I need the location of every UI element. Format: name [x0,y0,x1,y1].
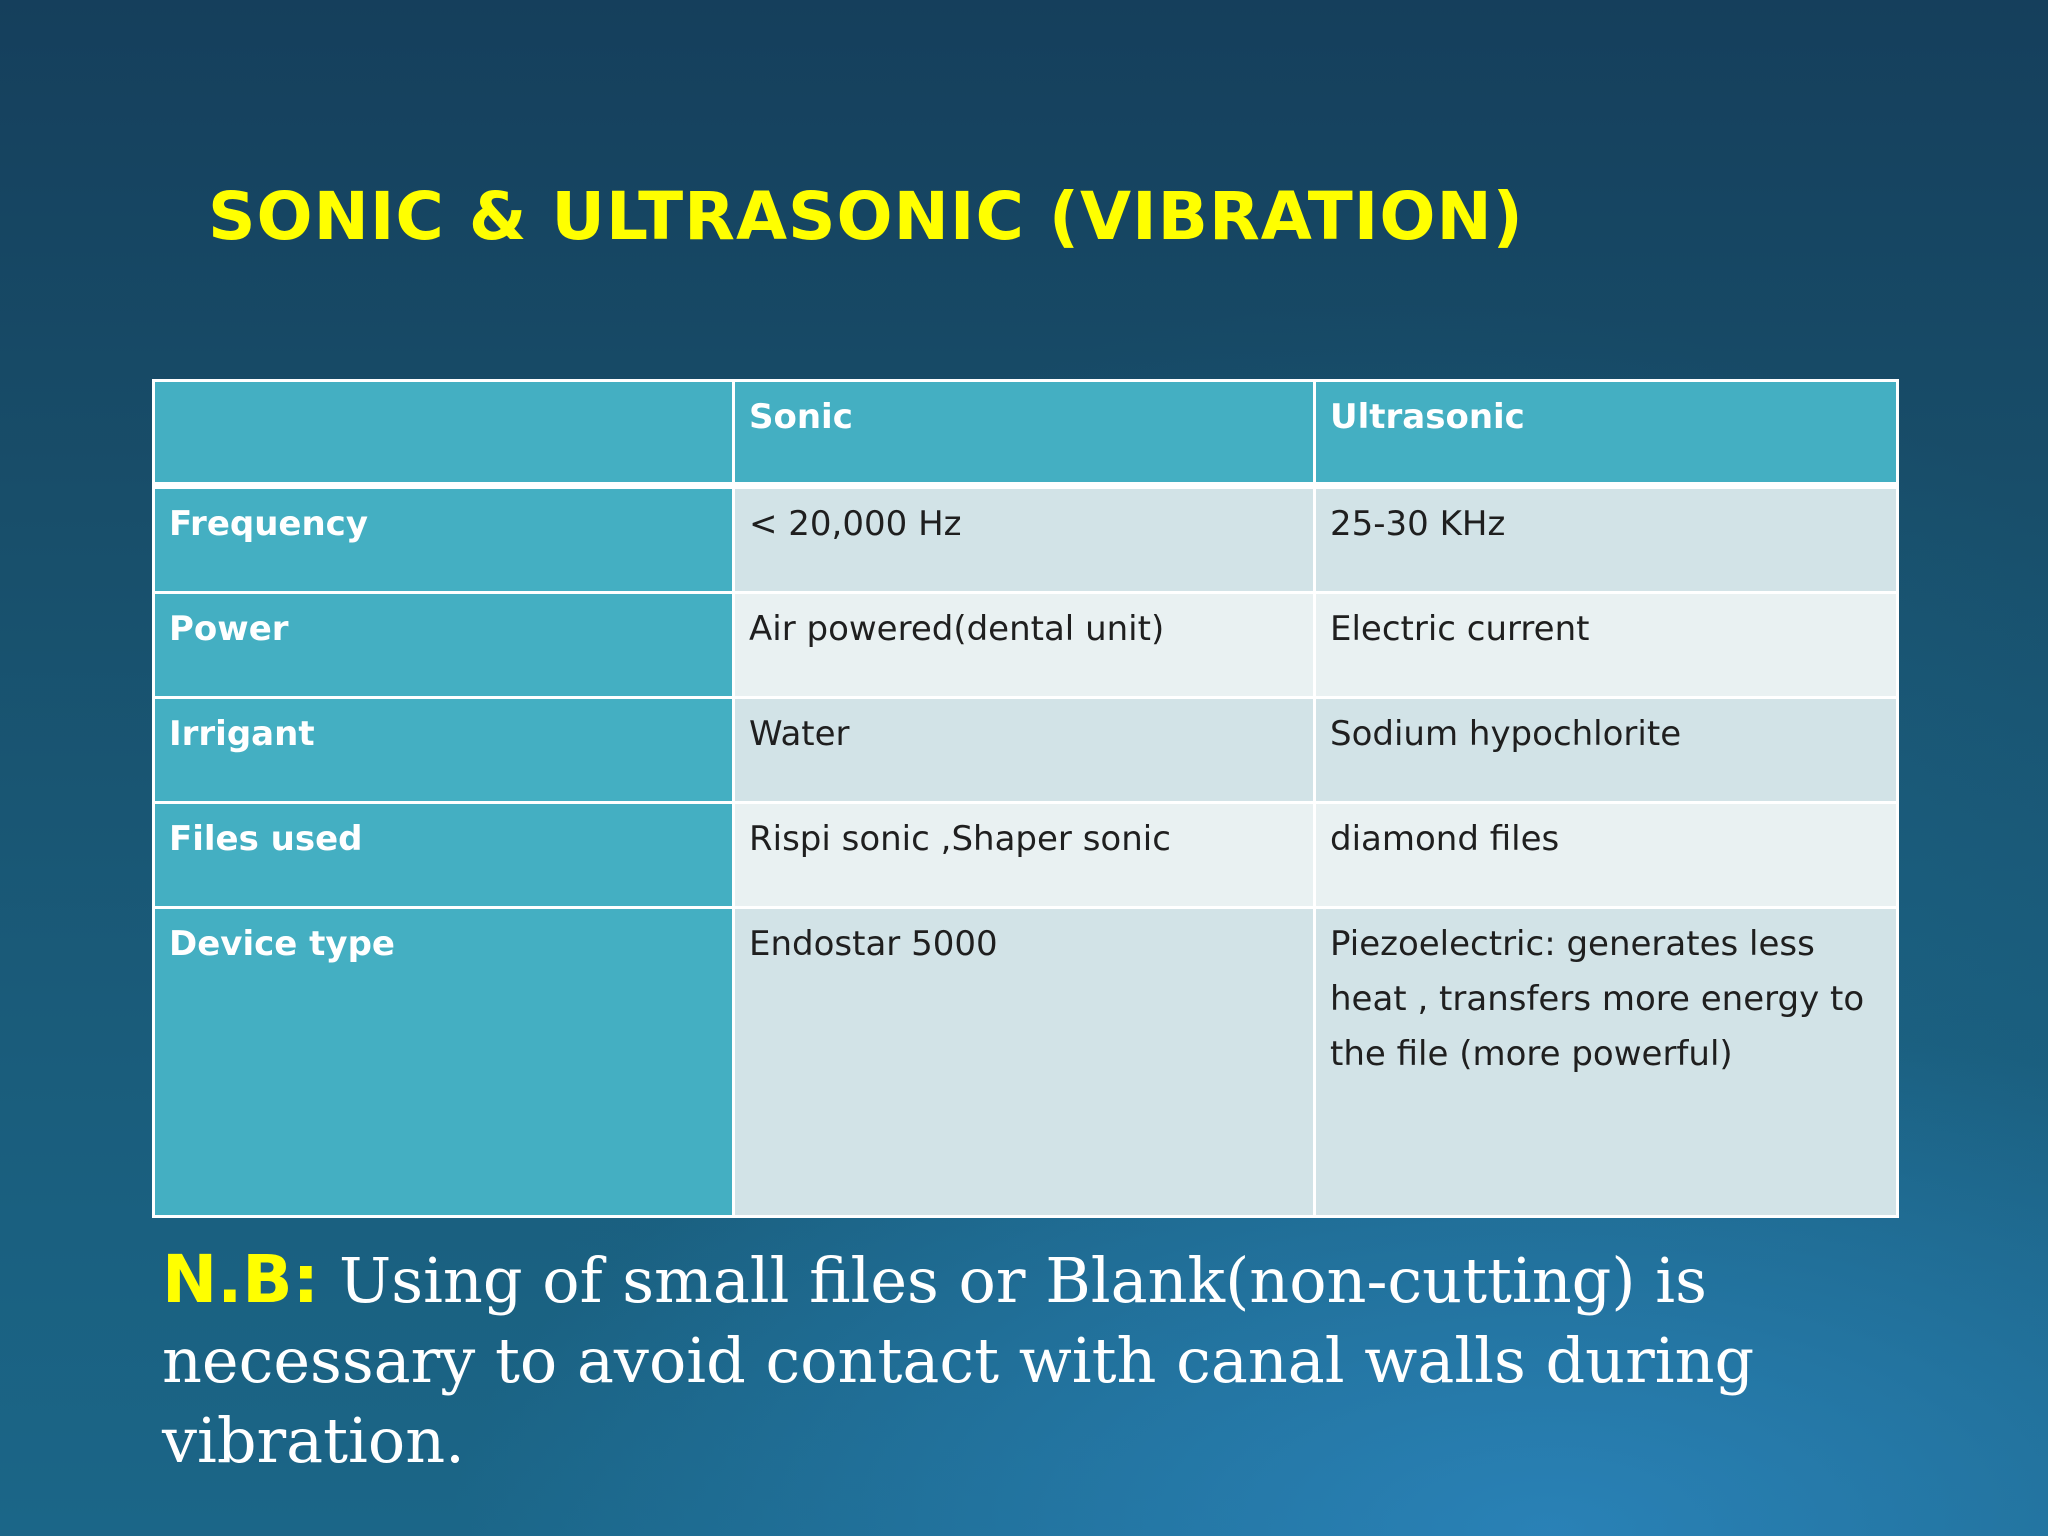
cell-sonic: < 20,000 Hz [734,486,1315,593]
note-label: N.B: [162,1241,320,1318]
table-row-device-type [154,908,1898,1217]
comparison-table [152,379,1899,1218]
cell-ultrasonic: 25-30 KHz [1315,486,1898,593]
cell-ultrasonic: Piezoelectric: generates less heat , transfers more energy to the file (more powerful) [1315,908,1898,1217]
cell-sonic: Water [734,698,1315,803]
row-label: Frequency [154,486,734,593]
header-corner-cell [154,381,734,486]
cell-ultrasonic: diamond files [1315,803,1898,908]
cell-sonic: Rispi sonic ,Shaper sonic [734,803,1315,908]
table-row-files-used [154,803,1898,908]
header-sonic: Sonic [734,381,1315,486]
cell-ultrasonic: Electric current [1315,593,1898,698]
cell-sonic: Endostar 5000 [734,908,1315,1217]
note-text: Using of small files or Blank(non-cutting) is necessary to avoid contact with canal walls during vibration. [162,1244,1755,1477]
table-row-power [154,593,1898,698]
note-paragraph [162,1240,1962,1481]
row-label: Files used [154,803,734,908]
header-ultrasonic: Ultrasonic [1315,381,1898,486]
cell-ultrasonic: Sodium hypochlorite [1315,698,1898,803]
table-header-row [154,381,1898,486]
slide-title: SONIC & ULTRASONIC (VIBRATION) [208,178,1524,255]
row-label: Power [154,593,734,698]
row-label: Device type [154,908,734,1217]
row-label: Irrigant [154,698,734,803]
cell-sonic: Air powered(dental unit) [734,593,1315,698]
table-row-frequency [154,486,1898,593]
table-row-irrigant [154,698,1898,803]
